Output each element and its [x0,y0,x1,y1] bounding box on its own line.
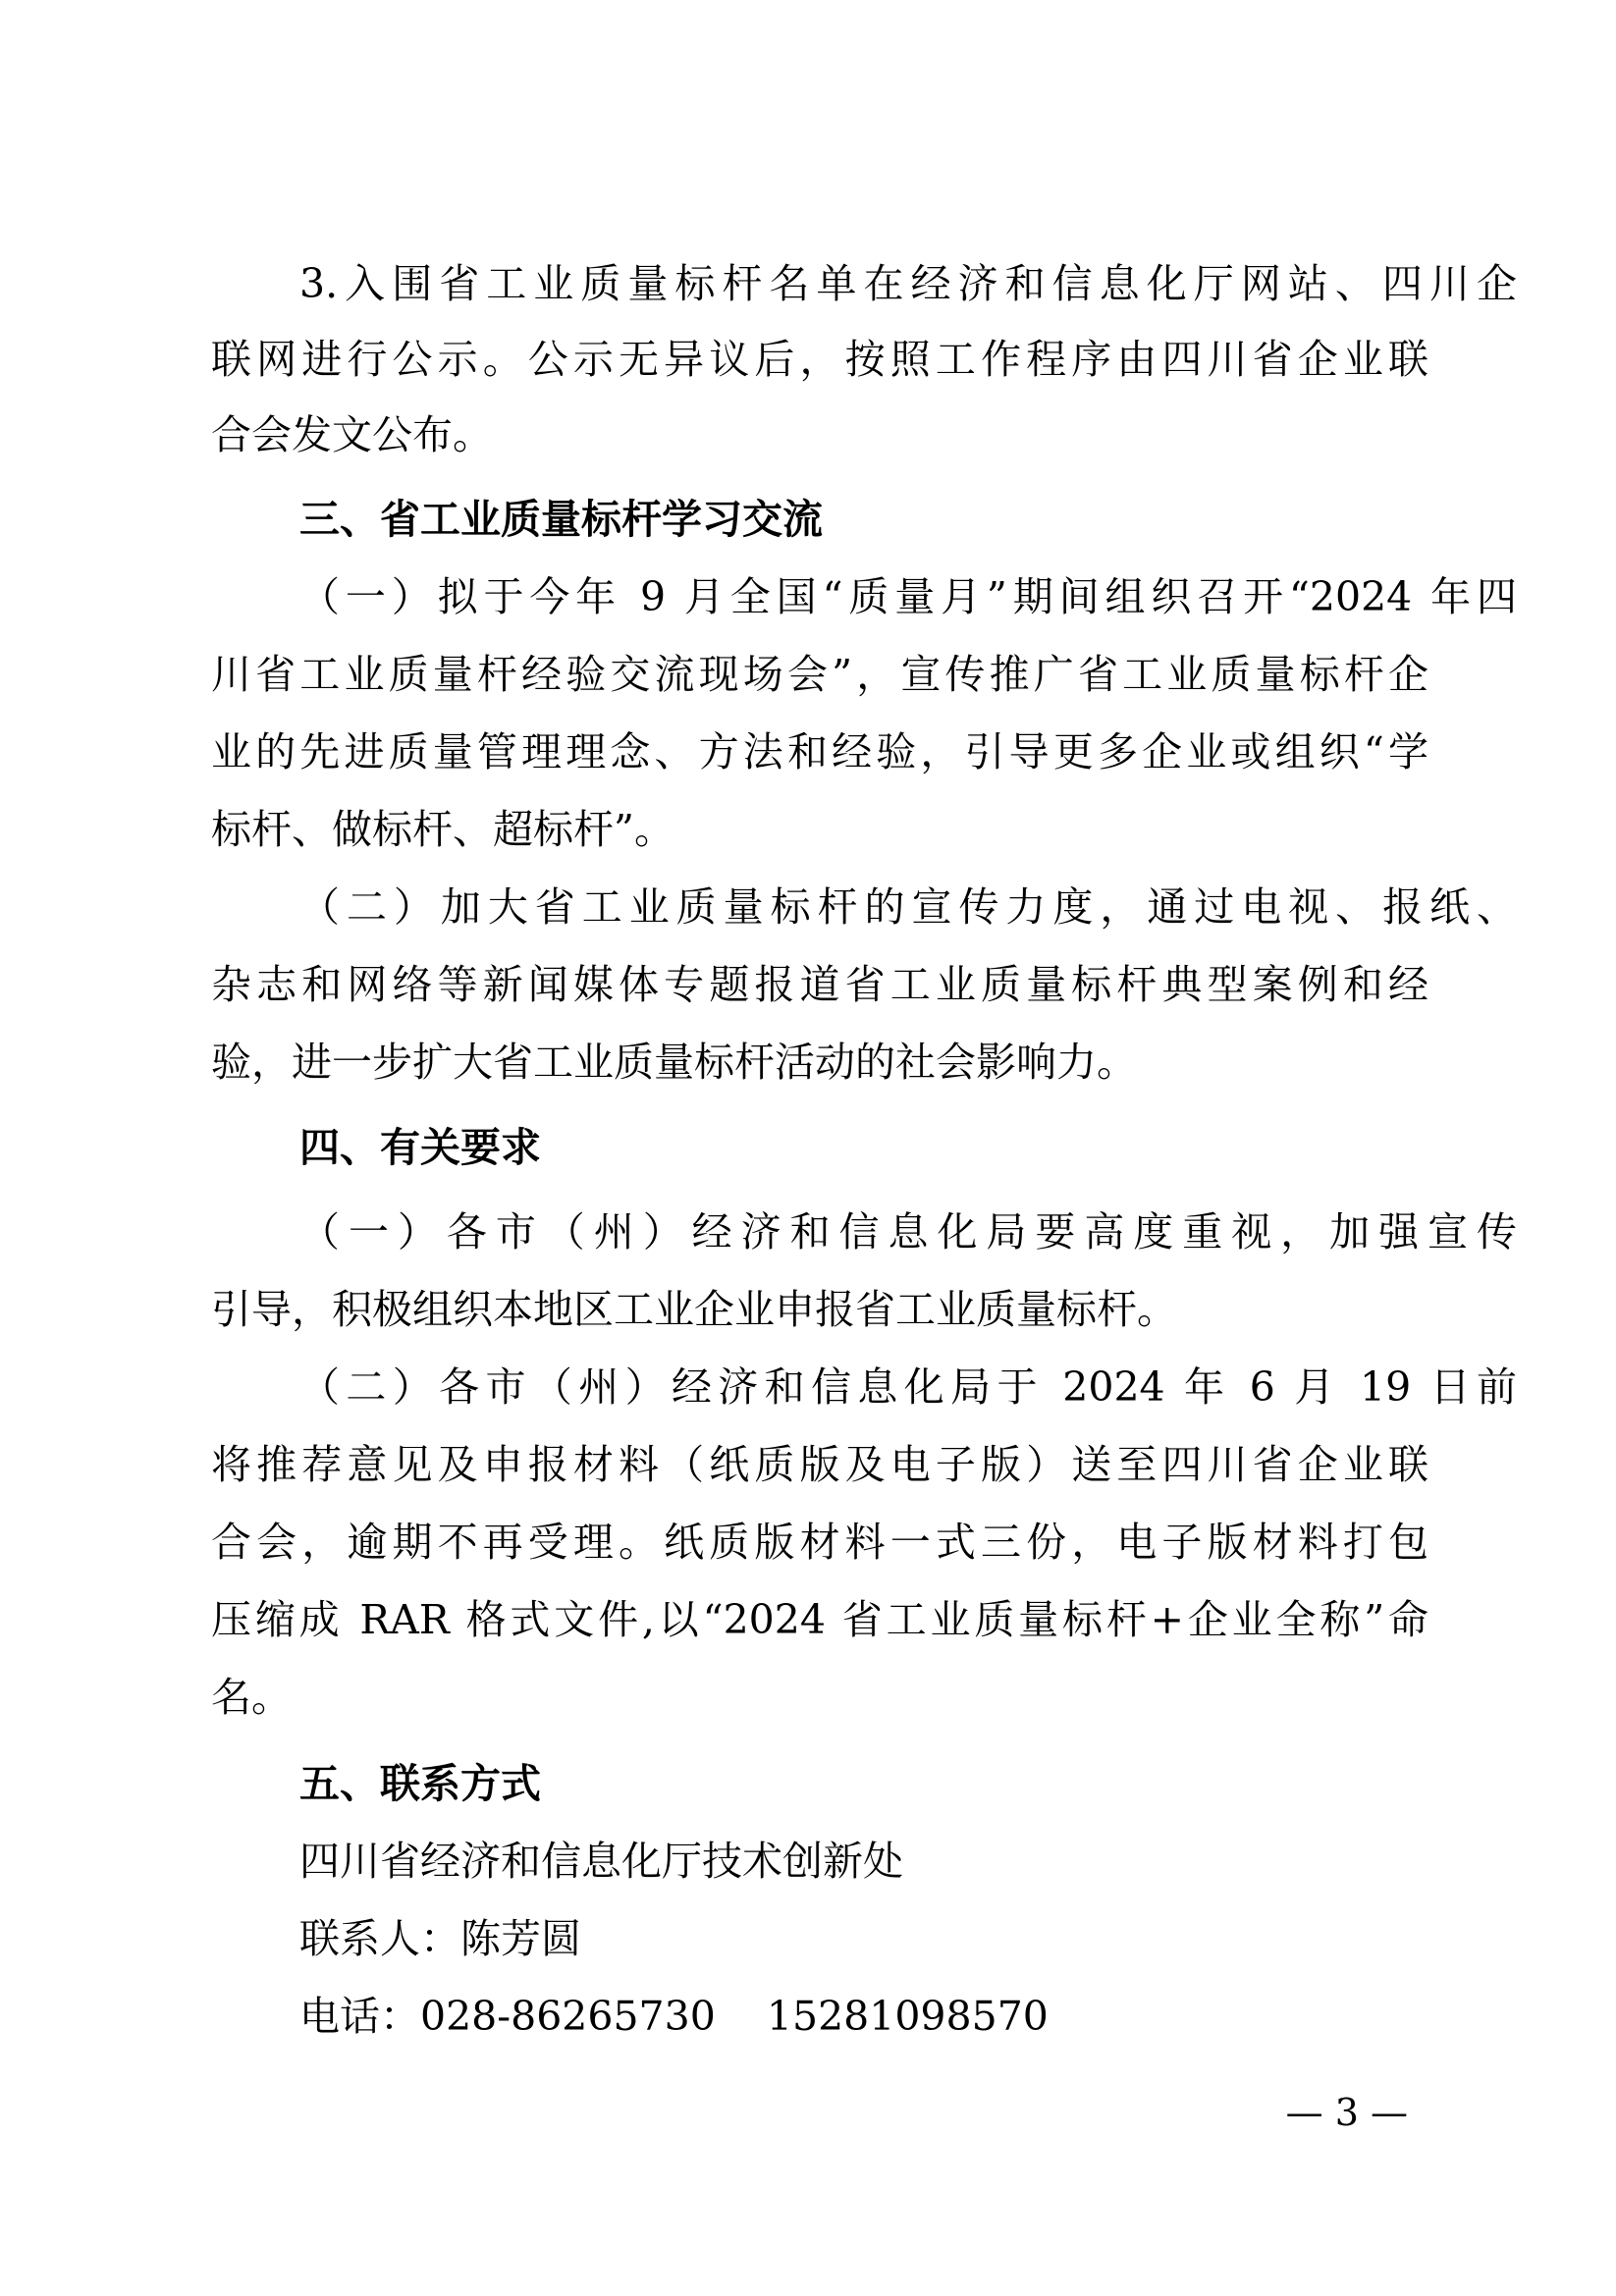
paragraph-line: 业的先进质量管理理念、方法和经验，引导更多企业或组织“学 [211,728,1428,775]
paragraph-line: （一）各市（州）经济和信息化局要高度重视，加强宣传 [299,1208,1517,1255]
contact-phone: 电话：028-86265730 15281098570 [299,1993,1049,2040]
section-heading: 五、联系方式 [299,1760,541,1807]
contact-department: 四川省经济和信息化厅技术创新处 [299,1838,903,1885]
paragraph-line: （一）拟于今年 9 月全国“质量月”期间组织召开“2024 年四 [299,573,1517,620]
paragraph-line: 将推荐意见及申报材料（纸质版及电子版）送至四川省企业联 [211,1441,1428,1488]
page-number: — 3 — [1285,2091,1408,2134]
paragraph-line: 名。 [211,1674,292,1721]
paragraph-line: 验，进一步扩大省工业质量标杆活动的社会影响力。 [211,1039,1137,1086]
paragraph-line: （二）加大省工业质量标杆的宣传力度，通过电视、报纸、 [299,883,1517,931]
section-heading: 四、有关要求 [299,1124,541,1171]
paragraph-line: 联网进行公示。公示无异议后，按照工作程序由四川省企业联 [211,336,1428,383]
contact-person: 联系人：陈芳圆 [299,1915,581,1962]
paragraph-line: 合会发文公布。 [211,411,493,458]
paragraph-line: （二）各市（州）经济和信息化局于 2024 年 6 月 19 日前 [299,1363,1517,1411]
paragraph-line: 3.入围省工业质量标杆名单在经济和信息化厅网站、四川企 [299,260,1517,307]
paragraph-line: 引导，积极组织本地区工业企业申报省工业质量标杆。 [211,1286,1177,1333]
section-heading: 三、省工业质量标杆学习交流 [299,496,823,543]
paragraph-line: 标杆、做标杆、超标杆”。 [211,806,674,853]
paragraph-line: 合会，逾期不再受理。纸质版材料一式三份，电子版材料打包 [211,1519,1428,1566]
paragraph-line: 杂志和网络等新闻媒体专题报道省工业质量标杆典型案例和经 [211,961,1428,1008]
paragraph-line: 压缩成 RAR 格式文件,以“2024 省工业质量标杆+企业全称”命 [211,1596,1428,1643]
paragraph-line: 川省工业质量杆经验交流现场会”，宣传推广省工业质量标杆企 [211,651,1428,698]
